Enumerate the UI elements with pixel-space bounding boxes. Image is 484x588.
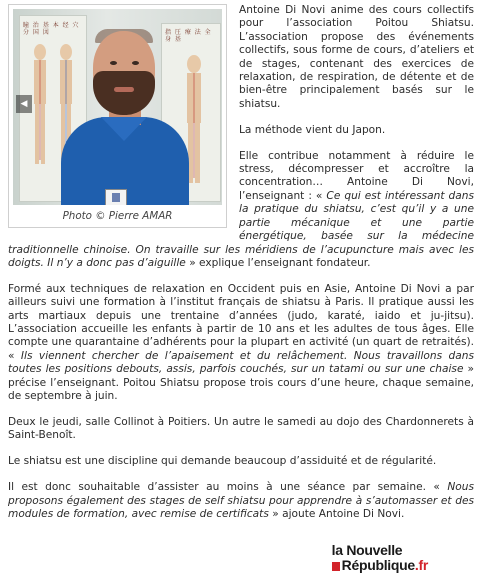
la-nouvelle-republique-logo[interactable] — [332, 543, 428, 573]
paragraph-1: Antoine Di Novi anime des cours collectifs pour l’association Poitou Shiatsu. L’association propose des événements collectifs, sous forme de cours, d’ateliers et de stages, contenant des exercices de relaxation, de respiration, de détente et de bien-être principalement basés sur le shiatsu. — [239, 4, 474, 110]
prev-arrow-icon[interactable]: ◀ — [16, 95, 32, 113]
paragraph-7-intro: Il est donc souhaitable d’assister au moins à une séance par semaine. « — [8, 481, 440, 494]
photo-figure — [8, 4, 227, 228]
paragraph-4-quote: Ils viennent chercher de l’apaisement et du relâchement. Nous travaillons dans toutes les positions debouts, assis, parfois couchés, sur un tatami ou sur une chaise — [8, 349, 474, 376]
logo-line-1: la Nouvelle — [331, 542, 403, 558]
paragraph-7 — [8, 481, 474, 521]
photo-caption: Photo © Pierre AMAR — [62, 210, 173, 222]
poster-right-text: 指 圧 療 法 全 身 基 — [165, 29, 212, 43]
paragraph-3-intro: Elle contribue notamment à réduire le stress, décompresser et accroître la concentration… Antoine Di Novi, l’enseignant : « — [239, 149, 474, 202]
paragraph-5: Deux le jeudi, salle Collinot à Poitiers. Un autre le samedi au dojo des Chardonnerets à Saint-Benoît. — [8, 415, 474, 442]
paragraph-4 — [8, 283, 474, 404]
mouth — [114, 87, 134, 92]
paragraph-4-intro: Formé aux techniques de relaxation en Occident puis en Asie, Antoine Di Novi a par ailleurs suivi une formation à l’institut français de shiatsu à Paris. Il pratique aussi les arts martiaux depuis une trentaine d’années (judo, karaté, iaido et ju-jitsu). L’association accueille les enfants à partir de 10 ans et les adultes de tous âges. Elle compte une quarantaine d’adhérents pour la plupart en activité (un quart de retraités). « — [8, 282, 474, 362]
paragraph-7-outro: » ajoute Antoine Di Novi. — [272, 508, 405, 520]
right-eye — [132, 61, 139, 65]
logo-suffix: .fr — [414, 557, 428, 573]
article — [8, 4, 474, 534]
logo-word: République — [341, 557, 415, 573]
paragraph-3-quote: Ce qui est intéressant dans la pratique du shiatsu, c’est qu’il y a une partie mécanique et une partie énergétique, basée sur la médecine traditionnelle chinoise. On travaille sur les méridiens de l’acupuncture mais avec les doigts. Il n’y a donc pas d’aiguille — [8, 189, 475, 269]
paragraph-6: Le shiatsu est une discipline qui demande beaucoup d’assiduité et de régularité. — [8, 455, 437, 468]
beard — [93, 71, 155, 115]
photo[interactable] — [13, 9, 222, 205]
paragraph-3-outro: » explique l’enseignant fondateur. — [189, 256, 371, 269]
paragraph-4-outro: » précise l’enseignant. Poitou Shiatsu propose trois cours d’une heure, chaque semaine, de septembre à juin. — [8, 363, 474, 403]
logo-red-square-icon — [332, 562, 340, 571]
thumbnail-icon[interactable] — [105, 189, 127, 205]
left-eye — [110, 61, 117, 65]
paragraph-7-quote: Nous proposons également des stages de self shiatsu pour apprendre à s’automasser et des modules de formation, avec remise de certificats — [8, 481, 474, 520]
paragraph-2: La méthode vient du Japon. — [239, 123, 386, 136]
logo-line-2 — [332, 558, 428, 573]
poster-left-text: 瞳 治 基 本 经 穴 分 国 図 — [23, 22, 80, 36]
